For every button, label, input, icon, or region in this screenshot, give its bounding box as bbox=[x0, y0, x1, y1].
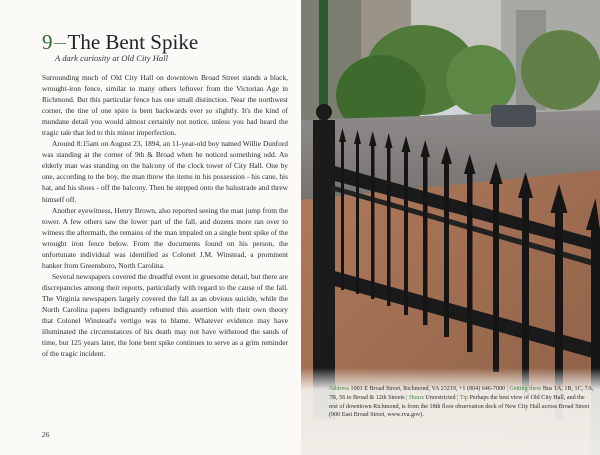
chapter-subtitle: A dark curiosity at Old City Hall bbox=[55, 53, 168, 63]
paragraph-1: Surrounding much of Old City Hall on downtown Broad Street stands a black, wrought-iron fence, similar to many others leftover from the Victorian Age in Richmond. But this particular fence has one small distinction. Near the northwest corner, the tine of one spire is bent backwards ever so slightly. It's the kind of mundane detail you would almost certainly not notice, unless you had heard the tragic tale that led to this minor imperfection. bbox=[42, 73, 288, 138]
paragraph-2: Around 8:15am on August 23, 1894, an 11-year-old boy named Willie Dunford was standing at the corner of 9th & Broad when he noticed something odd. An elderly man was standing on the balcony of the clock tower of City Hall. One by one, according to the boy, the man threw the items in his possession - his cane, his hat, and his shoes - off the balcony. Then he stepped onto the balustrade and threw himself off. bbox=[42, 139, 288, 204]
tip-label: Tip bbox=[459, 394, 468, 401]
chapter-title: The Bent Spike bbox=[67, 30, 199, 54]
paragraph-3: Another eyewitness, Henry Brown, also reported seeing the man jump from the tower. A few others saw the lower part of the fall, and dozens more ran over to witness the aftermath, the remains of the man impaled on a single bent spike of the wrought iron fence below. From the documents found on his person, the unfortunate individual was identified as Colonel J.M. Winstead, a prominent banker from Greensboro, North Carolina. bbox=[42, 205, 288, 270]
separator: | bbox=[406, 394, 408, 401]
chapter-heading bbox=[42, 30, 292, 55]
paragraph-4: Several newspapers covered the dreadful event in gruesome detail, but there are discrepancies among their reports, particularly with regard to the cause of the fall. The Virginia newspapers largely covered the fall as an obvious suicide, while the North Carolina papers indignantly rebutted this assertion with their own theory that Colonel Winstead's vertigo was to blame. Whatever evidence may have illuminated the circumstances of his death may not have withstood the sands of time, but 125 years later, the lone bent spike continues to serve as a grim reminder of the tragic incident. bbox=[42, 271, 288, 359]
hours-value: Unrestricted bbox=[425, 394, 456, 401]
getting-there-value: Bus 1A, 1B, 1C, 7A, 7B, 56 to Broad & 12th Streets bbox=[329, 386, 594, 401]
location-caption bbox=[329, 385, 594, 420]
hours-label: Hours bbox=[408, 394, 424, 401]
address-label: Address bbox=[329, 386, 349, 392]
getting-there-label: Getting there bbox=[509, 386, 542, 392]
address-value: 1001 E Broad Street, Richmond, VA 23219, +1 (804) 646-7000 bbox=[350, 386, 506, 392]
page-number: 26 bbox=[42, 430, 50, 439]
tip-value: Perhaps the best view of Old City Hall, and the rest of downtown Richmond, is from the 18th floor observation deck of New City Hall across Broad Street (900 East Broad Street, www.rva.gov). bbox=[329, 394, 590, 419]
chapter-number: 9 bbox=[42, 30, 53, 54]
body-text bbox=[42, 72, 288, 359]
right-page bbox=[301, 0, 600, 455]
separator: | bbox=[506, 386, 508, 392]
separator: | bbox=[457, 394, 459, 401]
chapter-rule bbox=[54, 43, 66, 44]
